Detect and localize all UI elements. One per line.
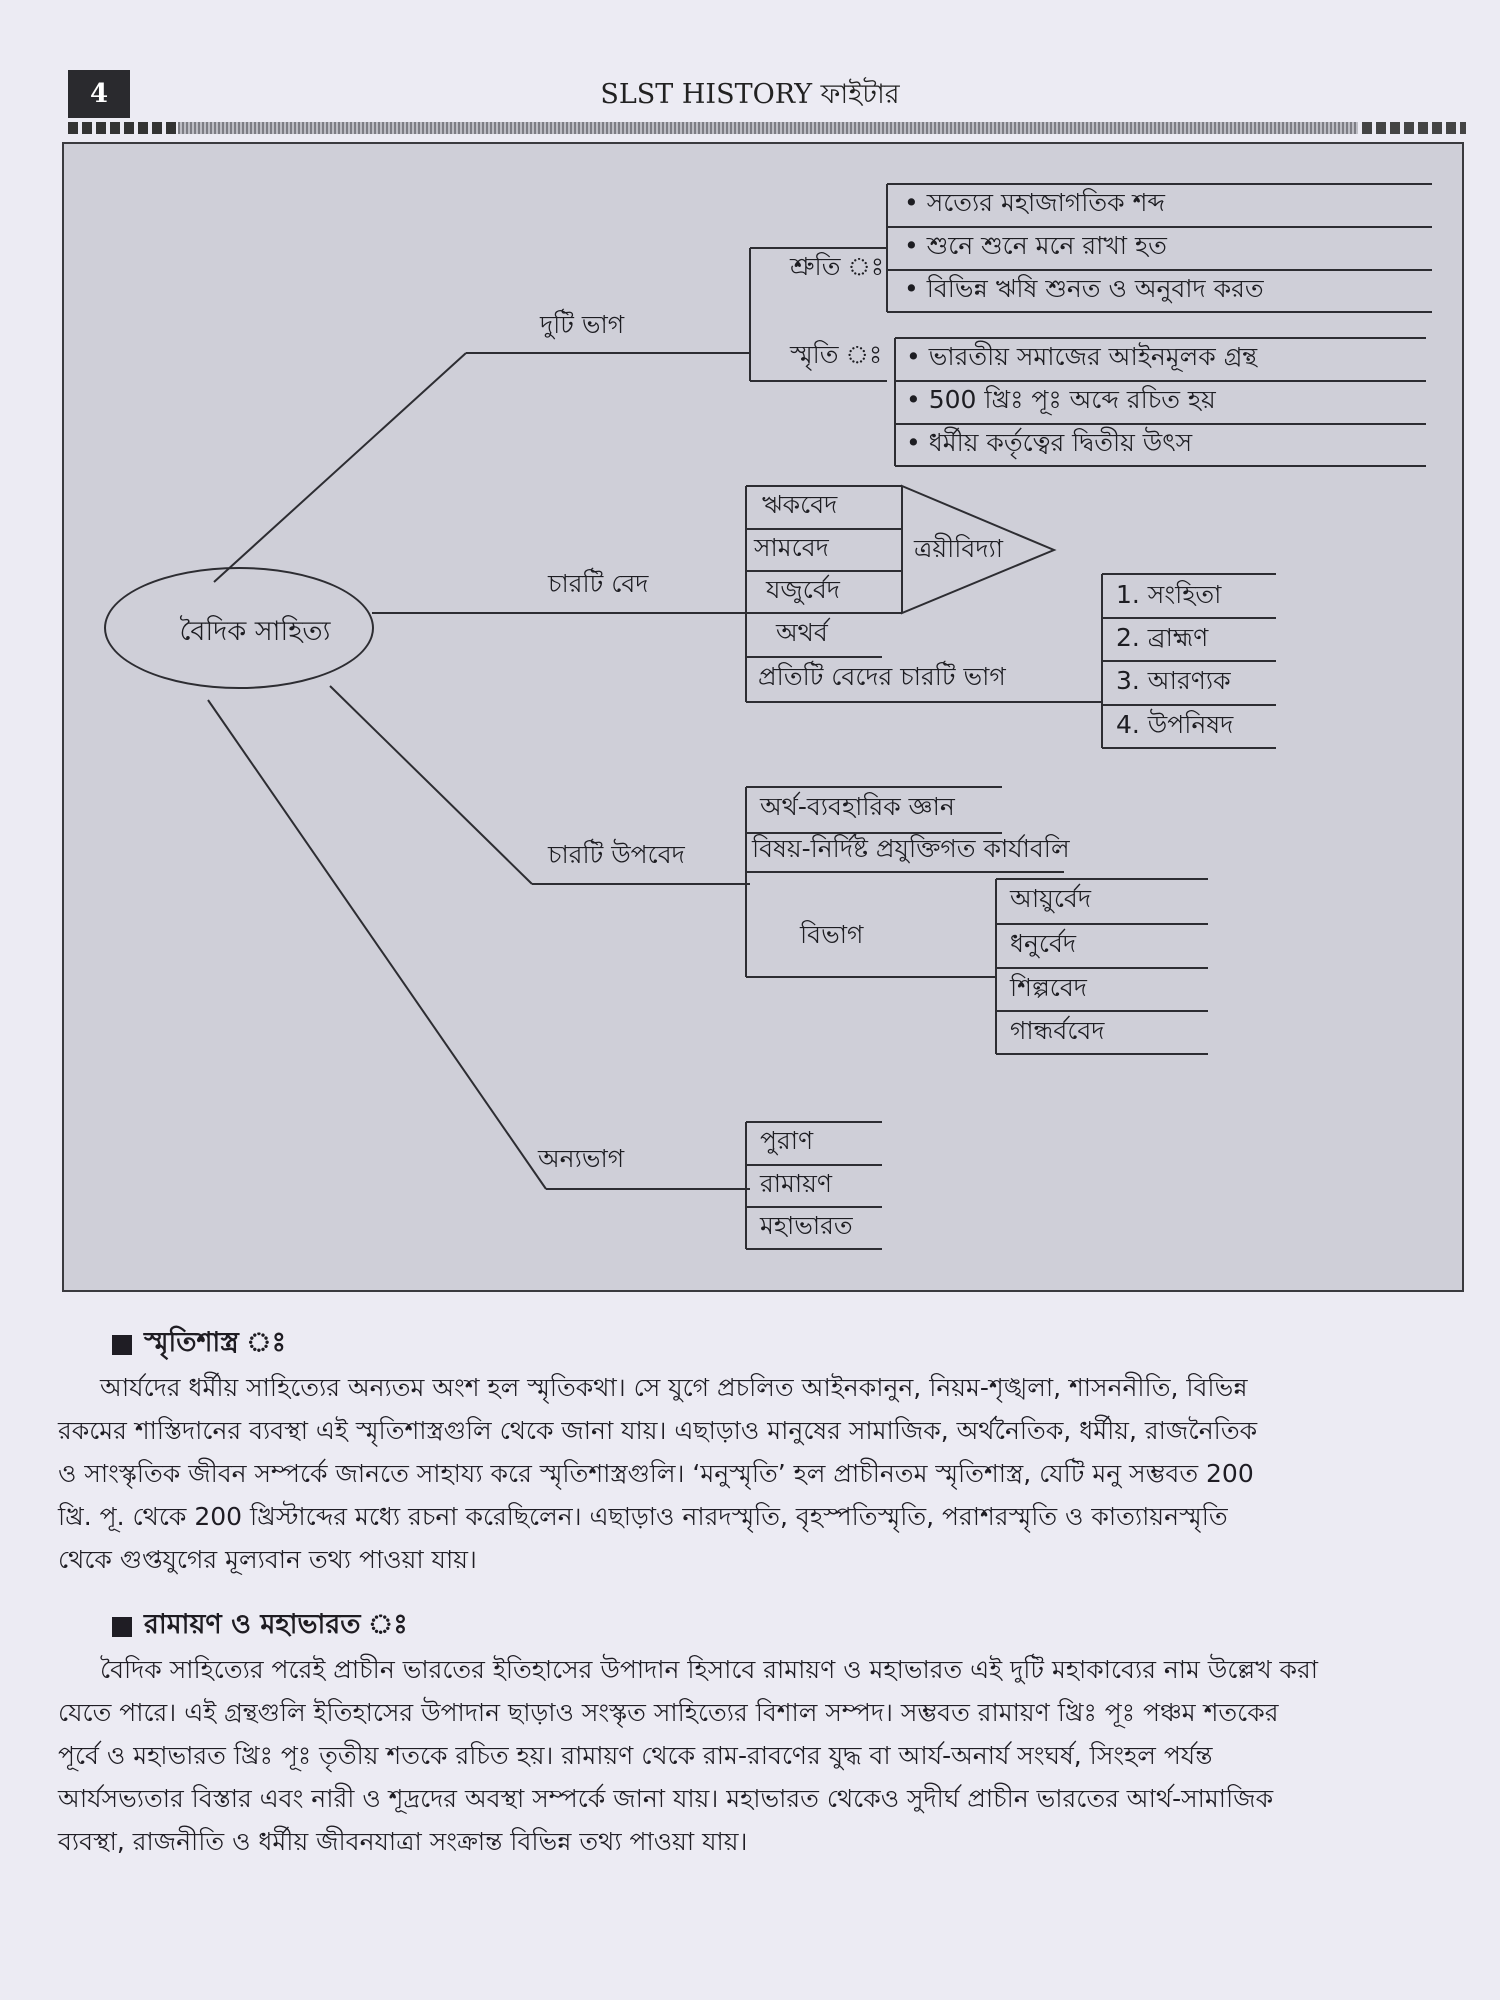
- section-heading: [112, 1322, 286, 1367]
- body-line: পূর্বে ও মহাভারত খ্রিঃ পূঃ তৃতীয় শতকে রচিত হয়। রামায়ণ থেকে রাম-রাবণের যুদ্ধ বা আর্য-অনার্য সংঘর্ষ, সিংহল পর্যন্ত: [58, 1741, 1213, 1770]
- branch-upavedas-line: [330, 686, 532, 884]
- upaveda-item: বিষয়-নির্দিষ্ট প্রযুক্তিগত কার্যাবলি: [752, 834, 1070, 863]
- header-rule-right: [1362, 122, 1466, 134]
- section-heading-text: স্মৃতিশাস্ত্র ঃ: [144, 1327, 286, 1358]
- shruti-label: শ্রুতি ঃ: [790, 252, 885, 281]
- veda-part: 1. সংহিতা: [1116, 580, 1222, 609]
- shruti-point: • বিভিন্ন ঋষি শুনত ও অনুবাদ করত: [904, 274, 1264, 303]
- body-line: যেতে পারে। এই গ্রন্থগুলি ইতিহাসের উপাদান ছাড়াও সংস্কৃত সাহিত্যের বিশাল সম্পদ। সম্ভবত রামায়ণ খ্রিঃ পূঃ পঞ্চম শতকের: [58, 1698, 1279, 1727]
- smriti-label: স্মৃতি ঃ: [790, 340, 883, 369]
- section-heading-text: রামায়ণ ও মহাভারত ঃ: [144, 1609, 408, 1640]
- branch-upavedas-label: চারটি উপবেদ: [548, 840, 685, 869]
- body-line: ও সাংস্কৃতিক জীবন সম্পর্কে জানতে সাহায্য করে স্মৃতিশাস্ত্রগুলি। ‘মনুস্মৃতি’ হল প্রাচীনতম স্মৃতিশাস্ত্র, যেটি মনু সম্ভবত 200: [58, 1459, 1254, 1488]
- branch-four-vedas-label: চারটি বেদ: [548, 569, 649, 598]
- trayi-label: ত্রয়ীবিদ্যা: [914, 534, 1003, 563]
- body-line: ব্যবস্থা, রাজনীতি ও ধর্মীয় জীবনযাত্রা সংক্রান্ত বিভিন্ন তথ্য পাওয়া যায়।: [58, 1827, 748, 1856]
- branch-two-parts-line: [214, 353, 466, 582]
- veda-item: অথর্ব: [776, 618, 828, 647]
- smriti-point: • ধর্মীয় কর্তৃত্বের দ্বিতীয় উৎস: [906, 428, 1193, 457]
- other-item: মহাভারত: [760, 1211, 853, 1240]
- body-line: খ্রি. পূ. থেকে 200 খ্রিস্টাব্দের মধ্যে রচনা করেছিলেন। এছাড়াও নারদস্মৃতি, বৃহস্পতিস্মৃতি, পরাশরস্মৃতি ও কাত্যায়নস্মৃতি: [58, 1502, 1228, 1531]
- header-rule: [178, 122, 1358, 134]
- body-line: [58, 1648, 1462, 1691]
- smriti-point: • ভারতীয় সমাজের আইনমূলক গ্রন্থ: [906, 342, 1258, 371]
- veda-part: 3. আরণ্যক: [1116, 666, 1231, 695]
- section-body: [58, 1648, 1462, 1863]
- body-line: রকমের শাস্তিদানের ব্যবস্থা এই স্মৃতিশাস্ত্রগুলি থেকে জানা যায়। এছাড়াও মানুষের সামাজিক, অর্থনৈতিক, ধর্মীয়, রাজনৈতিক: [58, 1416, 1258, 1445]
- division-item: গান্ধর্ববেদ: [1010, 1016, 1105, 1045]
- veda-item: সামবেদ: [754, 533, 829, 562]
- smriti-point: • 500 খ্রিঃ পূঃ অব্দে রচিত হয়: [906, 385, 1216, 414]
- other-item: পুরাণ: [760, 1126, 814, 1155]
- veda-item: ঋকবেদ: [762, 490, 838, 519]
- veda-item: যজুর্বেদ: [766, 575, 840, 604]
- body-line: [58, 1366, 1462, 1409]
- four-parts-label: প্রতিটি বেদের চারটি ভাগ: [758, 662, 1006, 691]
- diagram-lines: [64, 144, 1464, 1292]
- shruti-point: • সত্যের মহাজাগতিক শব্দ: [904, 188, 1165, 217]
- header-rule-left: [68, 122, 178, 134]
- branch-other-label: অন্যভাগ: [538, 1144, 625, 1173]
- other-item: রামায়ণ: [760, 1169, 832, 1198]
- branch-other-line: [208, 700, 546, 1189]
- veda-part: 4. উপনিষদ: [1116, 710, 1234, 739]
- division-item: শিল্পবেদ: [1010, 973, 1087, 1002]
- square-bullet-icon: [112, 1335, 132, 1355]
- page-number: 4: [68, 70, 130, 118]
- shruti-point: • শুনে শুনে মনে রাখা হত: [904, 231, 1167, 260]
- veda-part: 2. ব্রাহ্মণ: [1116, 623, 1209, 652]
- body-line-text: আর্যদের ধর্মীয় সাহিত্যের অন্যতম অংশ হল স্মৃতিকথা। সে যুগে প্রচলিত আইনকানুন, নিয়ম-শৃঙ্খলা, শাসননীতি, বিভিন্ন: [100, 1373, 1248, 1402]
- section-body: [58, 1366, 1462, 1581]
- root-label: বৈদিক সাহিত্য: [179, 616, 331, 647]
- division-item: আয়ুর্বেদ: [1010, 884, 1091, 913]
- division-label: বিভাগ: [800, 920, 864, 949]
- body-line-text: বৈদিক সাহিত্যের পরেই প্রাচীন ভারতের ইতিহাসের উপাদান হিসাবে রামায়ণ ও মহাভারত এই দুটি মহাকাব্যের নাম উল্লেখ করা: [100, 1655, 1319, 1684]
- body-line: আর্যসভ্যতার বিস্তার এবং নারী ও শূদ্রদের অবস্থা সম্পর্কে জানা যায়। মহাভারত থেকেও সুদীর্ঘ প্রাচীন ভারতের আর্থ-সামাজিক: [58, 1784, 1274, 1813]
- running-title: SLST HISTORY ফাইটার: [600, 79, 900, 110]
- branch-two-parts-label: দুটি ভাগ: [540, 310, 625, 339]
- section-heading: [112, 1604, 408, 1649]
- square-bullet-icon: [112, 1617, 132, 1637]
- body-line: থেকে গুপ্তযুগের মূল্যবান তথ্য পাওয়া যায়।: [58, 1545, 477, 1574]
- upaveda-item: অর্থ-ব্যবহারিক জ্ঞান: [760, 792, 955, 821]
- vedic-literature-diagram: [62, 142, 1464, 1292]
- division-item: ধনুর্বেদ: [1010, 929, 1077, 958]
